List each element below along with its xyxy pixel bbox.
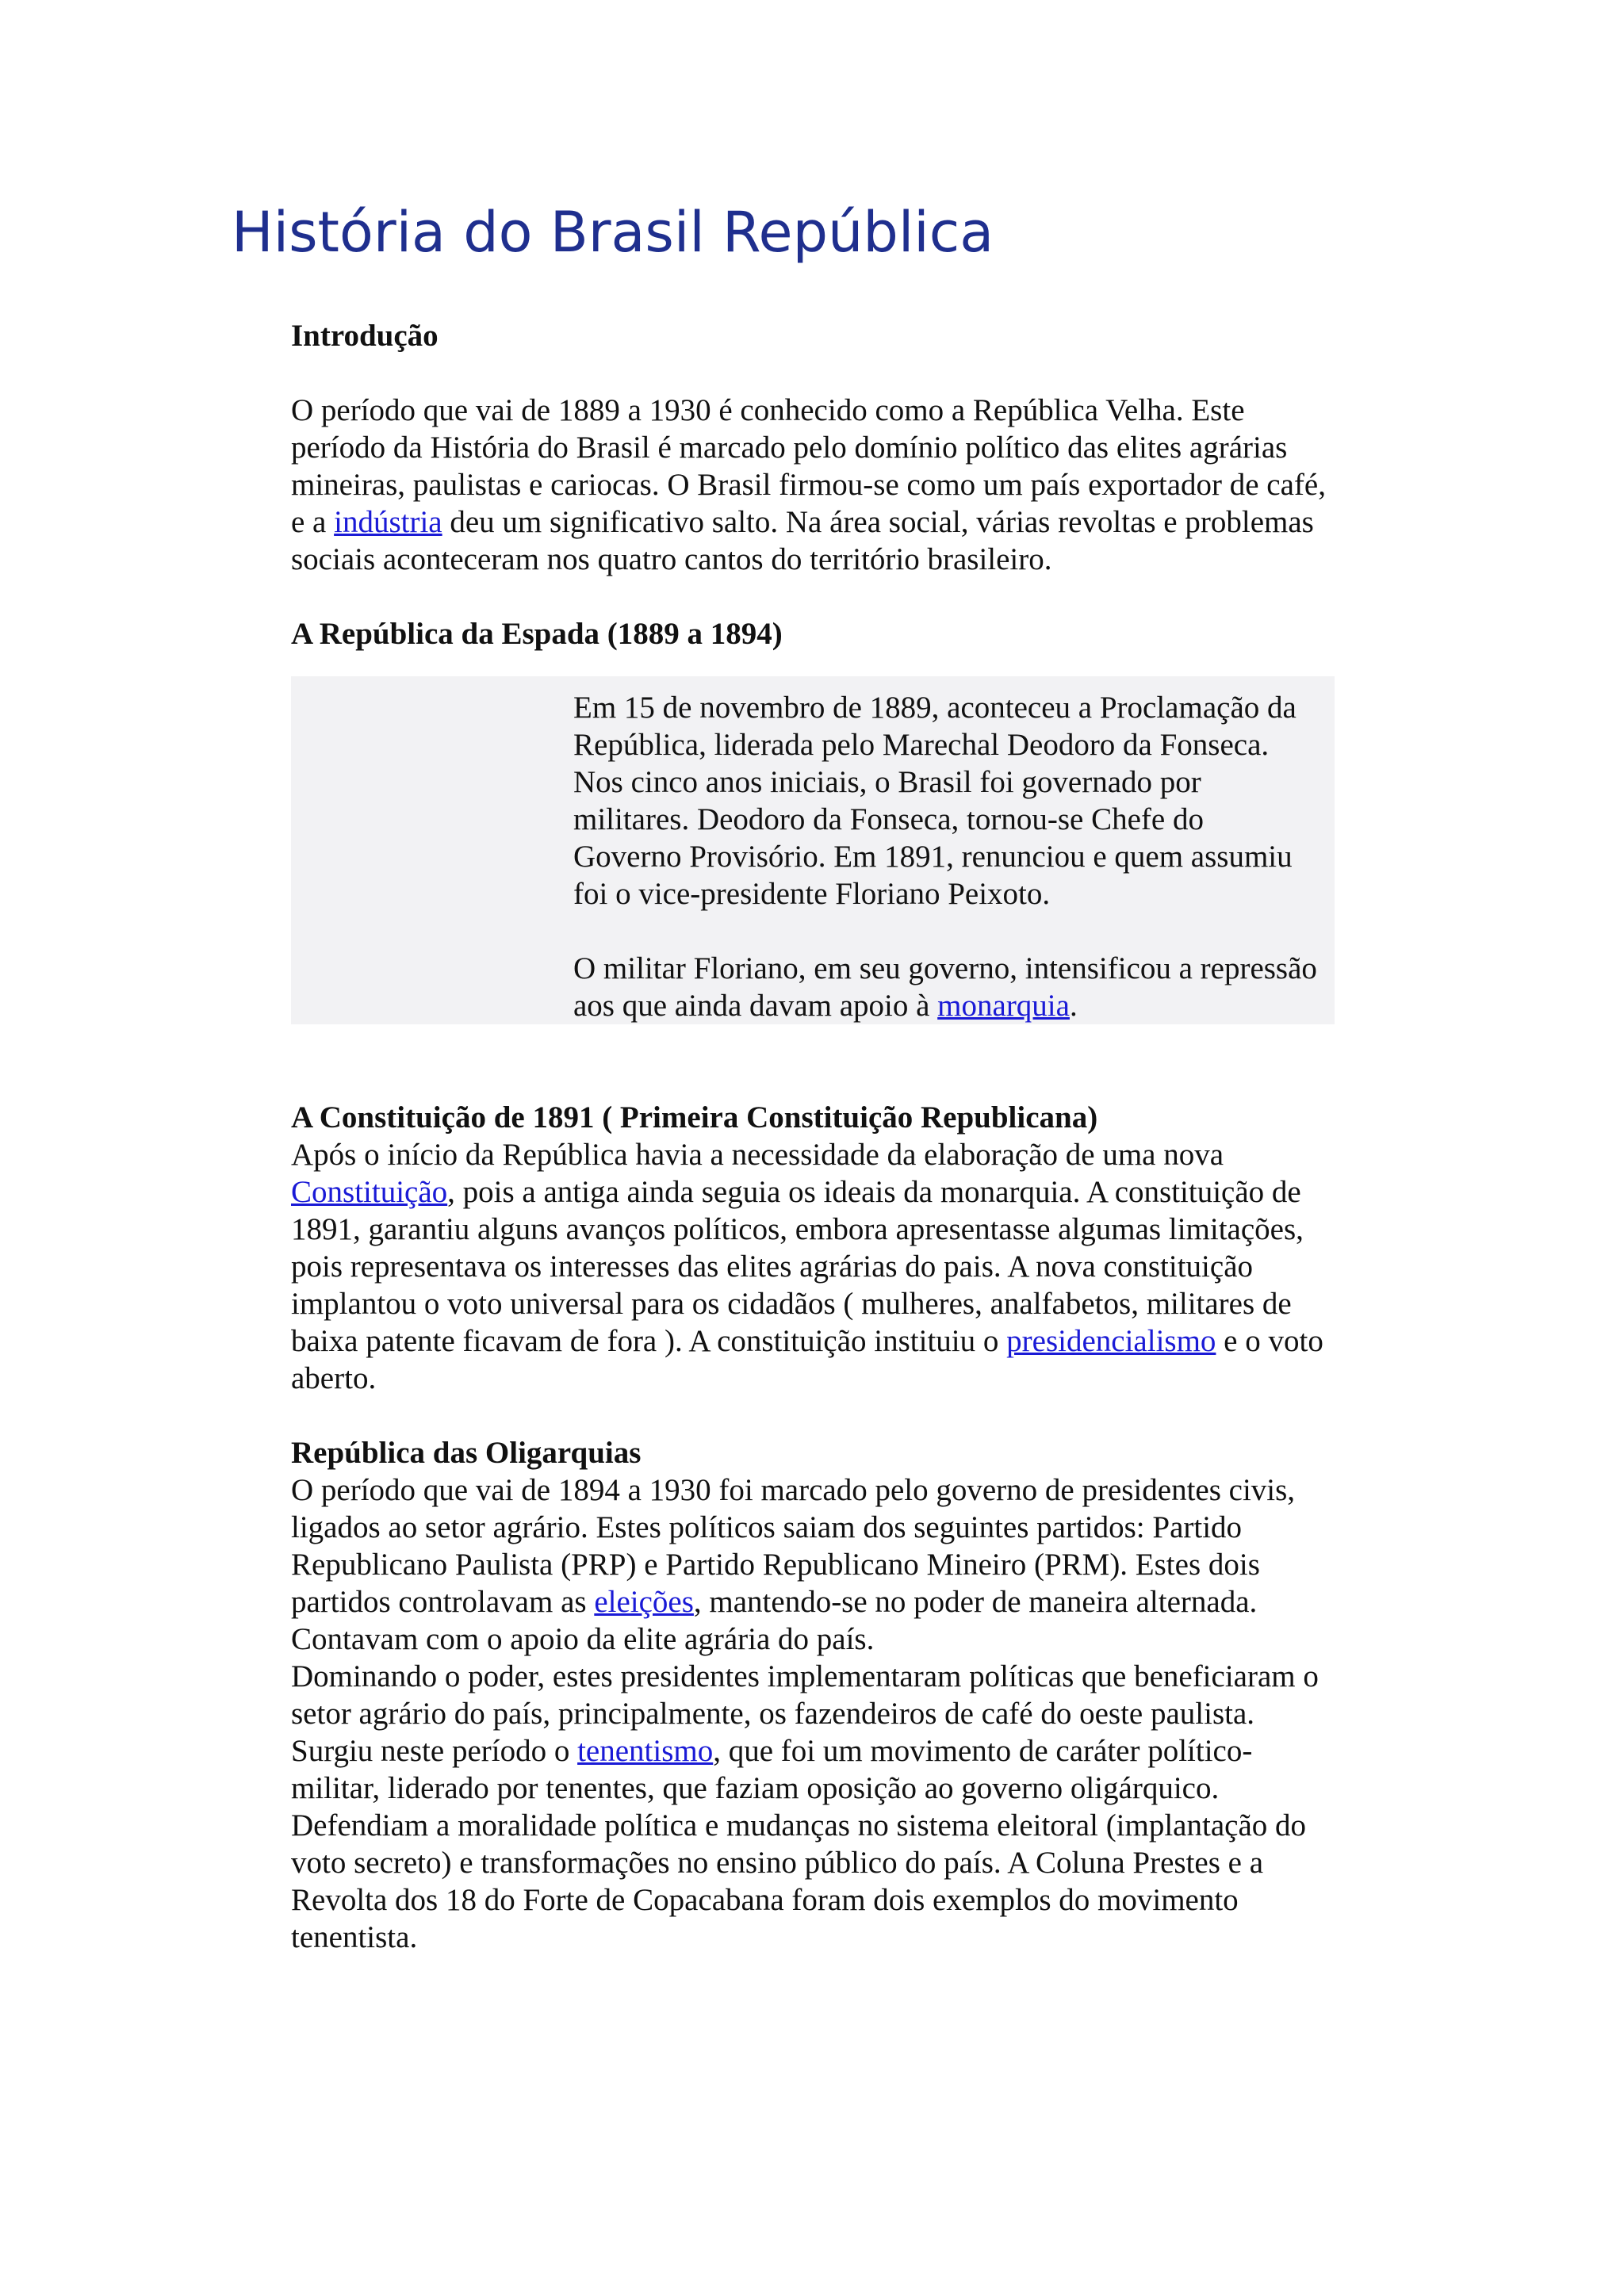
spacer	[573, 913, 1319, 950]
text-span: deu um significativo salto. Na área social, várias revoltas e problemas sociais aconteceram nos quatro cantos do território brasileiro.	[291, 505, 1314, 576]
paragraph-constituicao	[291, 1136, 1338, 1397]
spacer	[291, 652, 1338, 676]
paragraph-oligarquias-3	[291, 1732, 1338, 1956]
link-tenentismo[interactable]: tenentismo	[577, 1734, 714, 1768]
document-title: História do Brasil República	[232, 200, 994, 265]
shaded-box-text	[573, 689, 1319, 1024]
text-span: O período que vai de 1889 a 1930 é conhecido como a República Velha. Este período da História do Brasil é marcado pelo domínio político das elites agrárias mineiras, paulistas e cariocas. O Brasil firmou-se como um país exportador de café, e a	[291, 393, 1326, 539]
text-span: O militar Floriano, em seu governo, intensificou a repressão aos que ainda davam apoio à	[573, 951, 1317, 1023]
paragraph-oligarquias-2: Dominando o poder, estes presidentes implementaram políticas que beneficiaram o setor agrário do país, principalmente, os fazendeiros de café do oeste paulista.	[291, 1659, 1319, 1731]
shaded-box	[291, 676, 1335, 1024]
paragraph-espada-2	[573, 950, 1319, 1024]
heading-republica-oligarquias: República das Oligarquias	[291, 1436, 642, 1470]
text-span: e o voto aberto.	[291, 1324, 1323, 1395]
text-span: , mantendo-se no poder de maneira alternada. Contavam com o apoio da elite agrária do país.	[291, 1585, 1258, 1656]
text-span: Surgiu neste período o	[291, 1734, 578, 1768]
link-presidencialismo[interactable]: presidencialismo	[1006, 1324, 1216, 1358]
heading-introducao: Introdução	[291, 319, 439, 353]
heading-constituicao-1891: A Constituição de 1891 ( Primeira Constituição Republicana)	[291, 1100, 1098, 1135]
text-span: Após o início da República havia a necessidade da elaboração de uma nova	[291, 1138, 1224, 1172]
paragraph-espada-1: Em 15 de novembro de 1889, aconteceu a Proclamação da República, liderada pelo Marechal Deodoro da Fonseca. Nos cinco anos iniciais, o Brasil foi governado por militares. Deodoro da Fonseca, tornou-se Chefe do Governo Provisório. Em 1891, renunciou e quem assumiu foi o vice-presidente Floriano Peixoto.	[573, 691, 1297, 911]
paragraph-oligarquias-1	[291, 1471, 1338, 1658]
heading-republica-espada: A República da Espada (1889 a 1894)	[291, 617, 783, 651]
link-monarquia[interactable]: monarquia	[937, 989, 1070, 1023]
link-industria[interactable]: indústria	[334, 505, 442, 539]
link-constituicao[interactable]: Constituição	[291, 1175, 448, 1209]
spacer	[291, 1397, 1338, 1434]
text-span: , que foi um movimento de caráter político-militar, liderado por tenentes, que faziam oposição ao governo oligárquico. Defendiam a moralidade política e mudanças no sistema eleitoral (implantação do voto secreto) e transformações no ensino público do país. A Coluna Prestes e a Revolta dos 18 do Forte de Copacabana foram dois exemplos do movimento tenentista.	[291, 1734, 1307, 1954]
text-span: , pois a antiga ainda seguia os ideais da monarquia. A constituição de 1891, garantiu alguns avanços políticos, embora apresentasse algumas limitações, pois representava os interesses das elites agrárias do pais. A nova constituição implantou o voto universal para os cidadãos ( mulheres, analfabetos, militares de baixa patente ficavam de fora ). A constituição instituiu o	[291, 1175, 1304, 1358]
text-span: .	[1069, 989, 1078, 1023]
spacer	[291, 1024, 1338, 1099]
paragraph-introducao	[291, 392, 1338, 578]
link-eleicoes[interactable]: eleições	[594, 1585, 694, 1619]
text-span: O período que vai de 1894 a 1930 foi marcado pelo governo de presidentes civis, ligados ao setor agrário. Estes políticos saiam dos seguintes partidos: Partido Republicano Paulista (PRP) e Partido Republicano Mineiro (PRM). Estes dois partidos controlavam as	[291, 1473, 1296, 1619]
spacer	[291, 578, 1338, 615]
spacer	[291, 354, 1338, 392]
document-body	[291, 317, 1338, 1956]
